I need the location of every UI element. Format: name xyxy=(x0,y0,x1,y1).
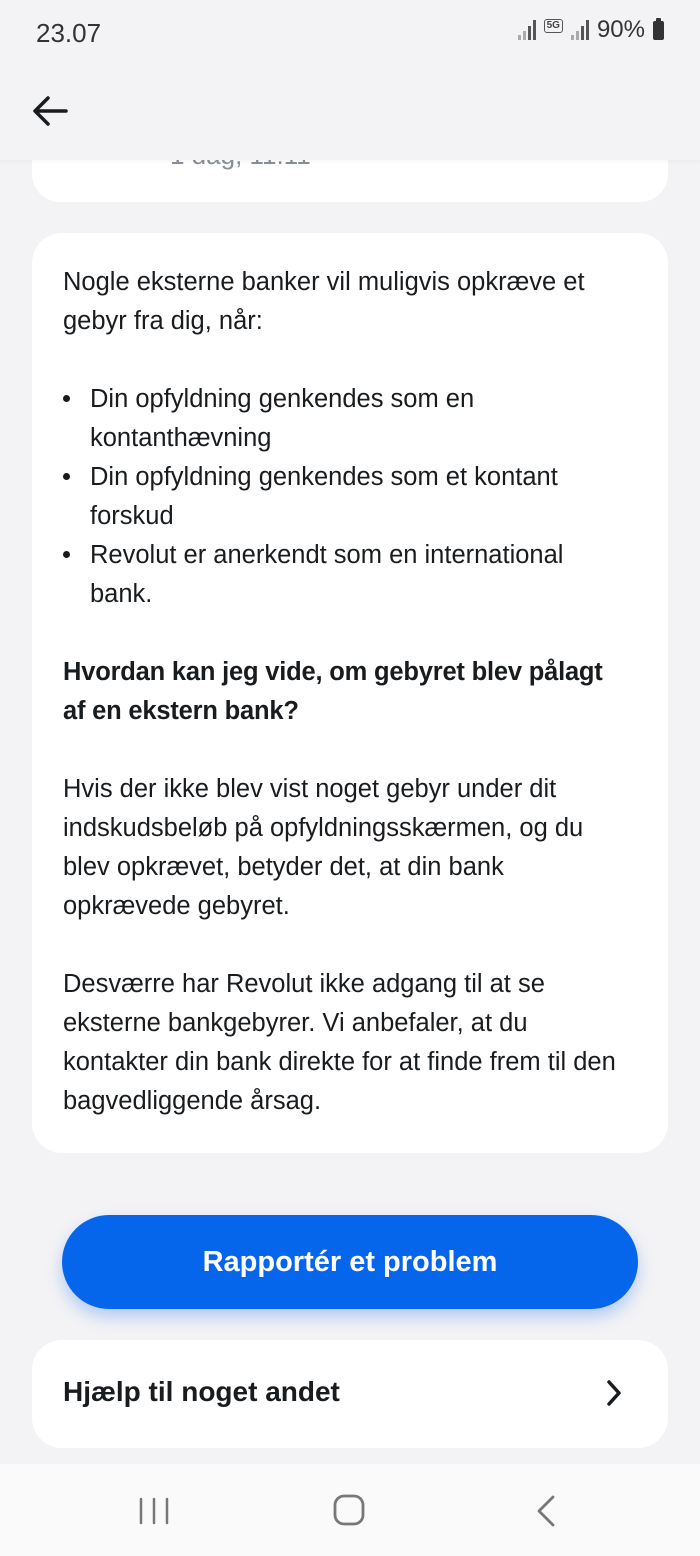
question-heading: Hvordan kan jeg vide, om gebyret blev pålagt af en ekstern bank? xyxy=(63,658,603,725)
signal-icon xyxy=(518,20,536,40)
reason-list xyxy=(63,380,623,614)
system-nav-bar xyxy=(0,1464,700,1556)
back-button[interactable] xyxy=(26,86,76,136)
info-content xyxy=(63,263,623,1121)
report-problem-button[interactable]: Rapportér et problem xyxy=(62,1215,638,1309)
app-header xyxy=(0,64,700,160)
intro-text: Nogle eksterne banker vil muligvis opkræve et gebyr fra dig, når: xyxy=(63,268,585,335)
answer-paragraph-1: Hvis der ikke blev vist noget gebyr under dit indskudsbeløb på opfyldningsskærmen, og du blev opkrævet, betyder det, at din bank opkrævede gebyret. xyxy=(63,775,584,920)
home-icon[interactable] xyxy=(333,1494,365,1526)
list-item: Revolut er anerkendt som en international bank. xyxy=(63,536,623,614)
list-item: Din opfyldning genkendes som en kontanthævning xyxy=(63,380,623,458)
arrow-left-icon xyxy=(26,86,76,136)
status-time: 23.07 xyxy=(36,18,102,48)
network-type-badge: 5G xyxy=(544,19,563,33)
status-icons xyxy=(518,16,664,44)
list-item: Din opfyldning genkendes som et kontant forskud xyxy=(63,458,623,536)
battery-icon xyxy=(653,21,664,40)
help-other-item[interactable] xyxy=(32,1340,668,1448)
signal-icon-2 xyxy=(571,20,589,40)
answer-paragraph-2: Desværre har Revolut ikke adgang til at se eksterne bankgebyrer. Vi anbefaler, at du kontakter din bank direkte for at finde frem til den bagvedliggende årsag. xyxy=(63,970,616,1115)
back-icon[interactable] xyxy=(533,1494,559,1528)
help-other-label: Hjælp til noget andet xyxy=(63,1376,340,1407)
status-bar xyxy=(0,0,700,64)
chevron-right-icon xyxy=(604,1378,624,1408)
info-card xyxy=(32,233,668,1153)
battery-percent: 90% xyxy=(596,16,645,43)
recents-icon[interactable] xyxy=(138,1497,170,1525)
